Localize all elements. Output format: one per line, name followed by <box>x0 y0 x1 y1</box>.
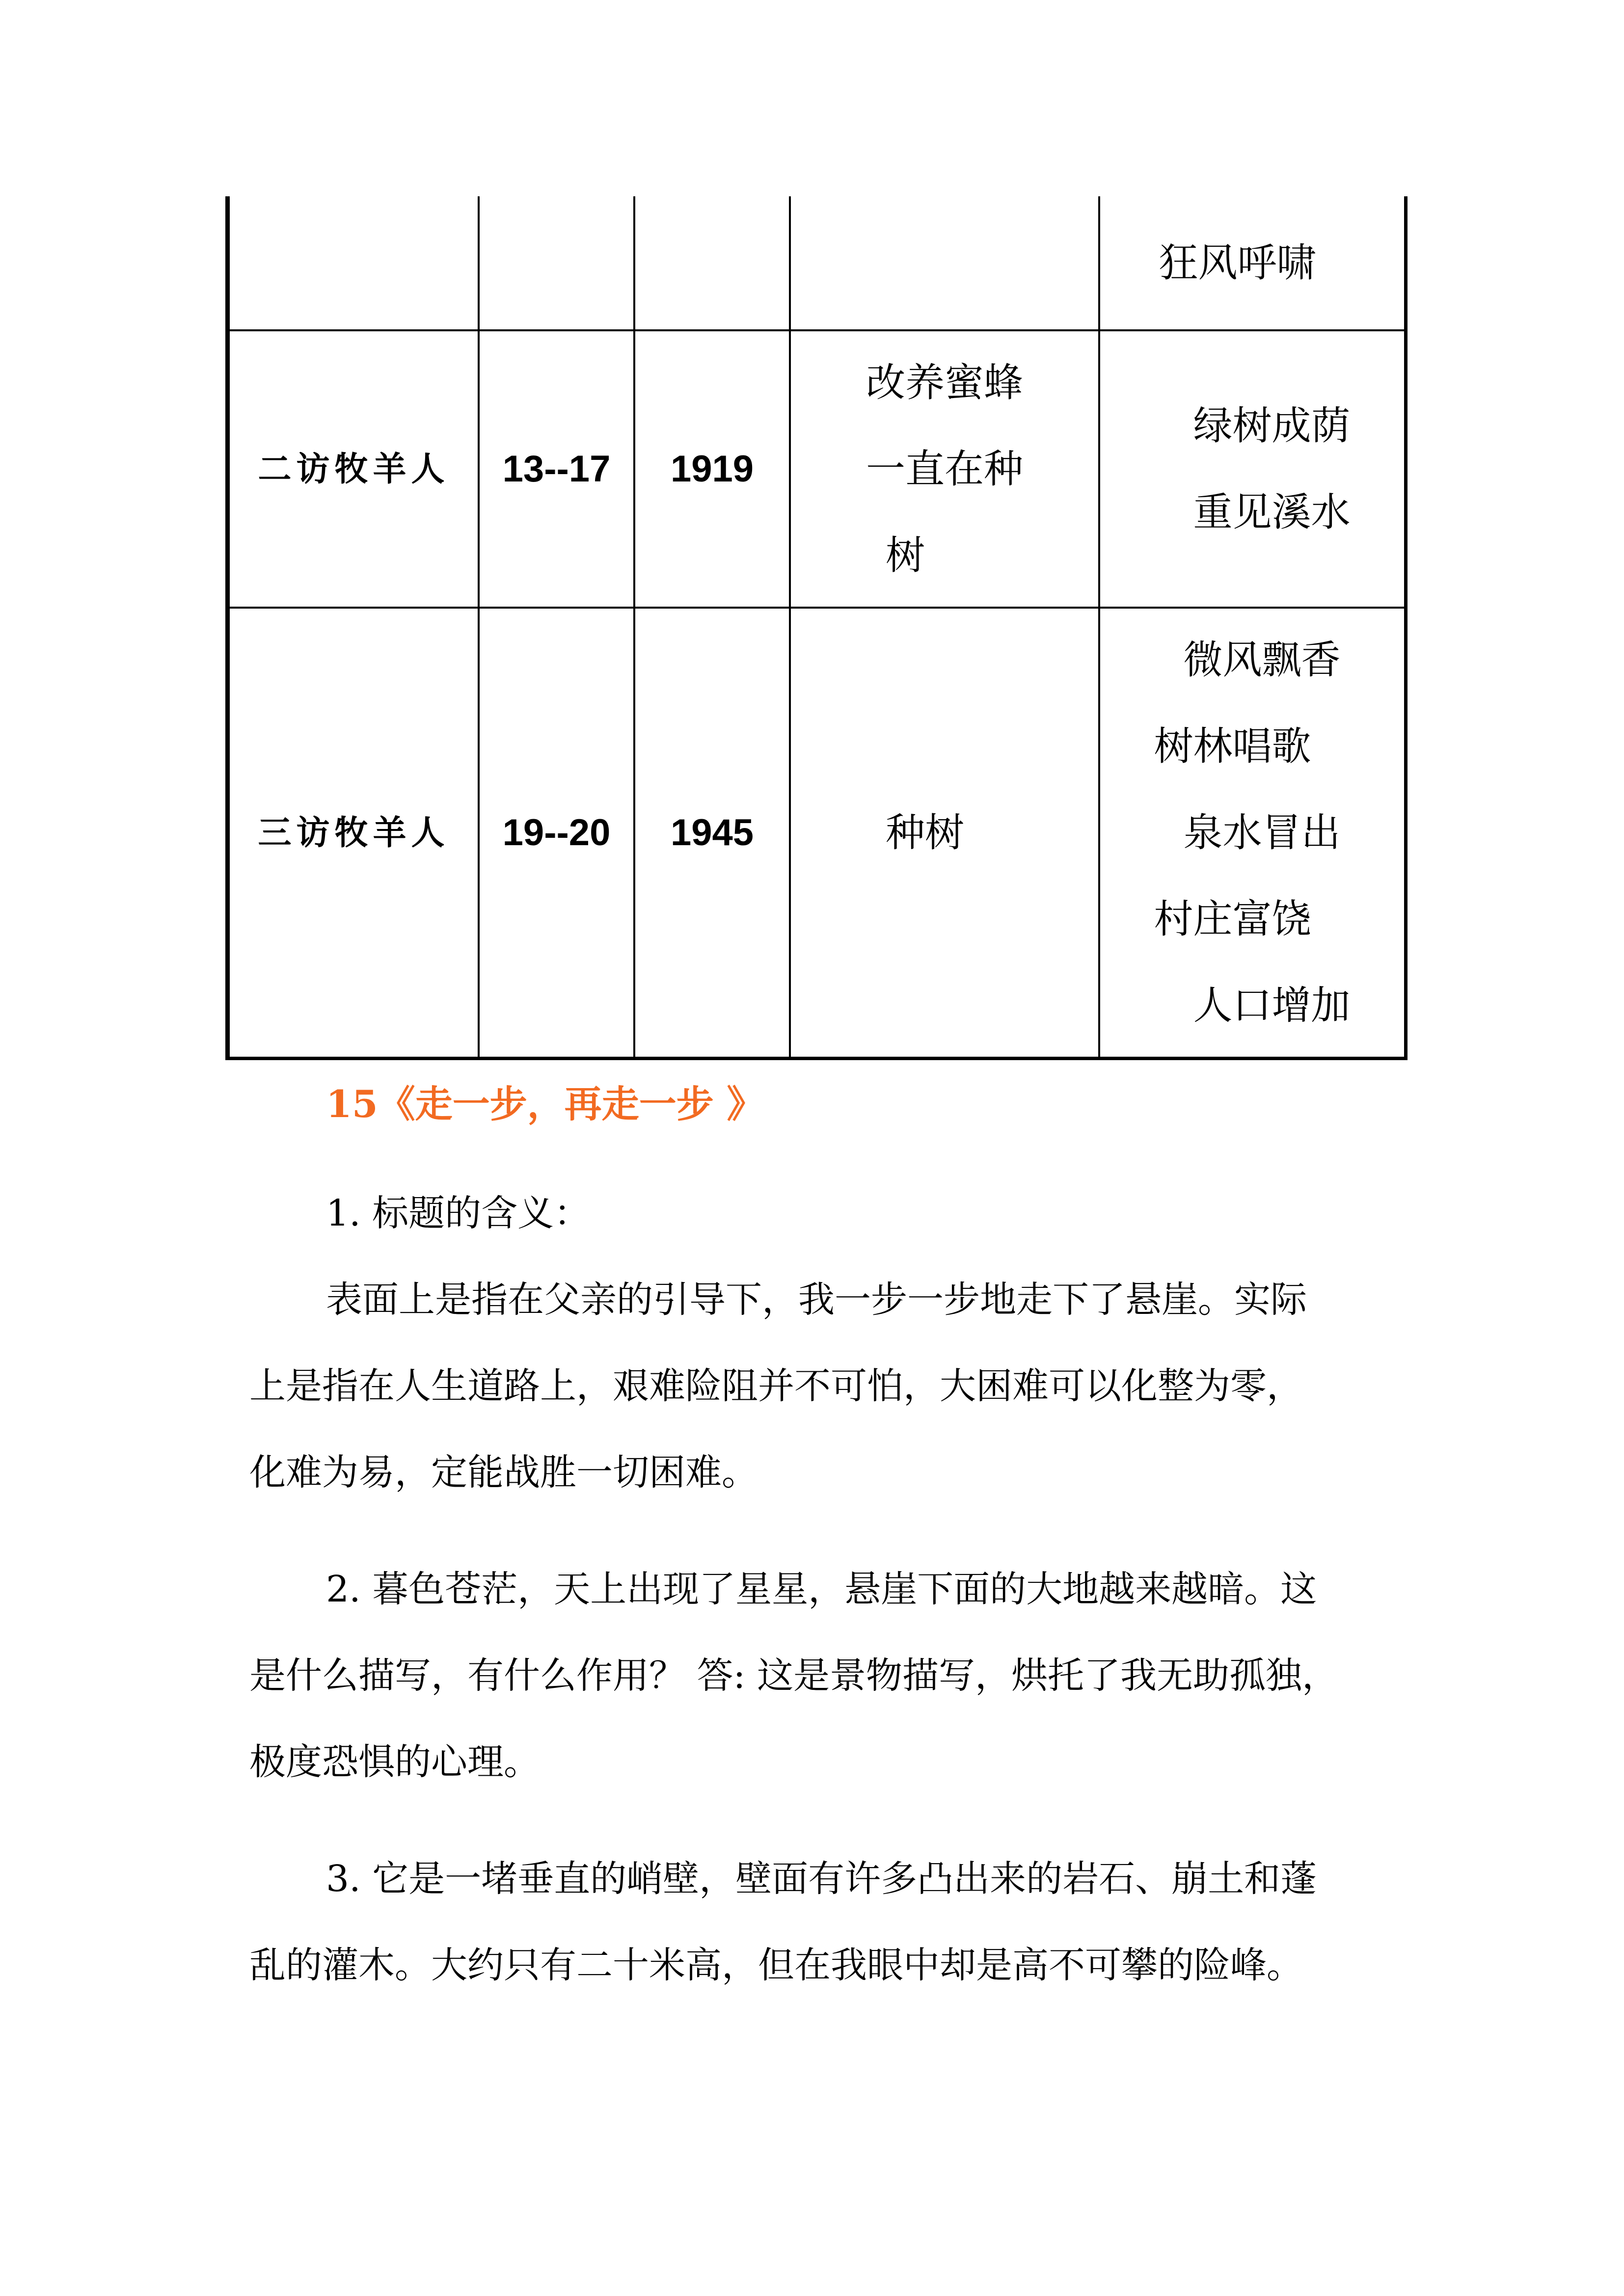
deed-line: 一直在种 <box>866 446 1023 492</box>
effect-line: 泉水冒出 <box>1183 809 1341 855</box>
question-line: 3. 它是一堵垂直的峭壁，壁面有许多凸出来的岩石、崩土和蓬 <box>326 1858 1317 1900</box>
effect-line: 村庄富饶 <box>1154 896 1311 942</box>
table-cell-chapters <box>480 331 633 607</box>
effects-list <box>1193 383 1351 556</box>
deed-line: 树 <box>886 532 925 578</box>
effects-list <box>1154 617 1351 1049</box>
answer-line: 化难为易，定能战胜一切困难。 <box>249 1451 758 1494</box>
question-1-answer <box>249 1256 1388 1516</box>
table-cell-chapters <box>480 609 633 1057</box>
table-cell-effect <box>1100 196 1404 329</box>
answer-line: 上是指在人生道路上，艰难险阻并不可怕，大困难可以化整为零， <box>249 1365 1303 1407</box>
table-cell-deeds <box>791 331 1098 607</box>
chapters-value: 19--20 <box>502 811 611 854</box>
answer-line: 表面上是指在父亲的引导下，我一步一步地走下了悬崖。实际 <box>326 1279 1307 1321</box>
effect-line: 树林唱歌 <box>1154 723 1311 769</box>
question-line: 2. 暮色苍茫，天上出现了星星，悬崖下面的大地越来越暗。这 <box>326 1568 1317 1610</box>
year-value: 1919 <box>670 448 754 490</box>
table-border-right <box>1404 196 1407 1060</box>
summary-table <box>225 196 1407 1060</box>
question-2 <box>249 1546 1388 1805</box>
effect-line: 重见溪水 <box>1193 489 1351 535</box>
table-cell-stage <box>230 331 478 607</box>
question-line: 是什么描写，有什么作用？ 答: 这是景物描写，烘托了我无助孤独， <box>249 1655 1338 1697</box>
effect-line: 微风飘香 <box>1183 637 1341 683</box>
question-line: 极度恐惧的心理。 <box>249 1741 540 1783</box>
chapters-value: 13--17 <box>502 448 611 490</box>
effect-line: 人口增加 <box>1193 982 1351 1028</box>
table-cell-year <box>635 331 789 607</box>
deeds-list <box>866 340 1023 599</box>
section-title: 15《走一步，再走一步 》 <box>326 1082 764 1126</box>
table-border-left <box>225 196 230 1060</box>
question-line: 乱的灌木。大约只有二十米高，但在我眼中却是高不可攀的险峰。 <box>249 1944 1303 1986</box>
table-border-bottom <box>225 1057 1407 1060</box>
table-cell-effects <box>1100 331 1404 607</box>
question-1-label <box>249 1170 1388 1256</box>
question-line: 1. 标题的含义： <box>326 1192 591 1234</box>
deed-line: 种树 <box>886 809 964 855</box>
stage-label: 二访牧羊人 <box>258 449 450 489</box>
stage-label: 三访牧羊人 <box>258 813 450 853</box>
year-value: 1945 <box>670 811 754 854</box>
deed-line: 改养蜜蜂 <box>866 359 1023 405</box>
table-cell-deeds <box>791 609 1098 1057</box>
table-cell-stage <box>230 609 478 1057</box>
effect-text: 狂风呼啸 <box>1159 240 1316 286</box>
effect-line: 绿树成荫 <box>1193 402 1351 449</box>
table-cell-year <box>635 609 789 1057</box>
table-cell-effects <box>1100 609 1404 1057</box>
question-3 <box>249 1836 1388 2008</box>
